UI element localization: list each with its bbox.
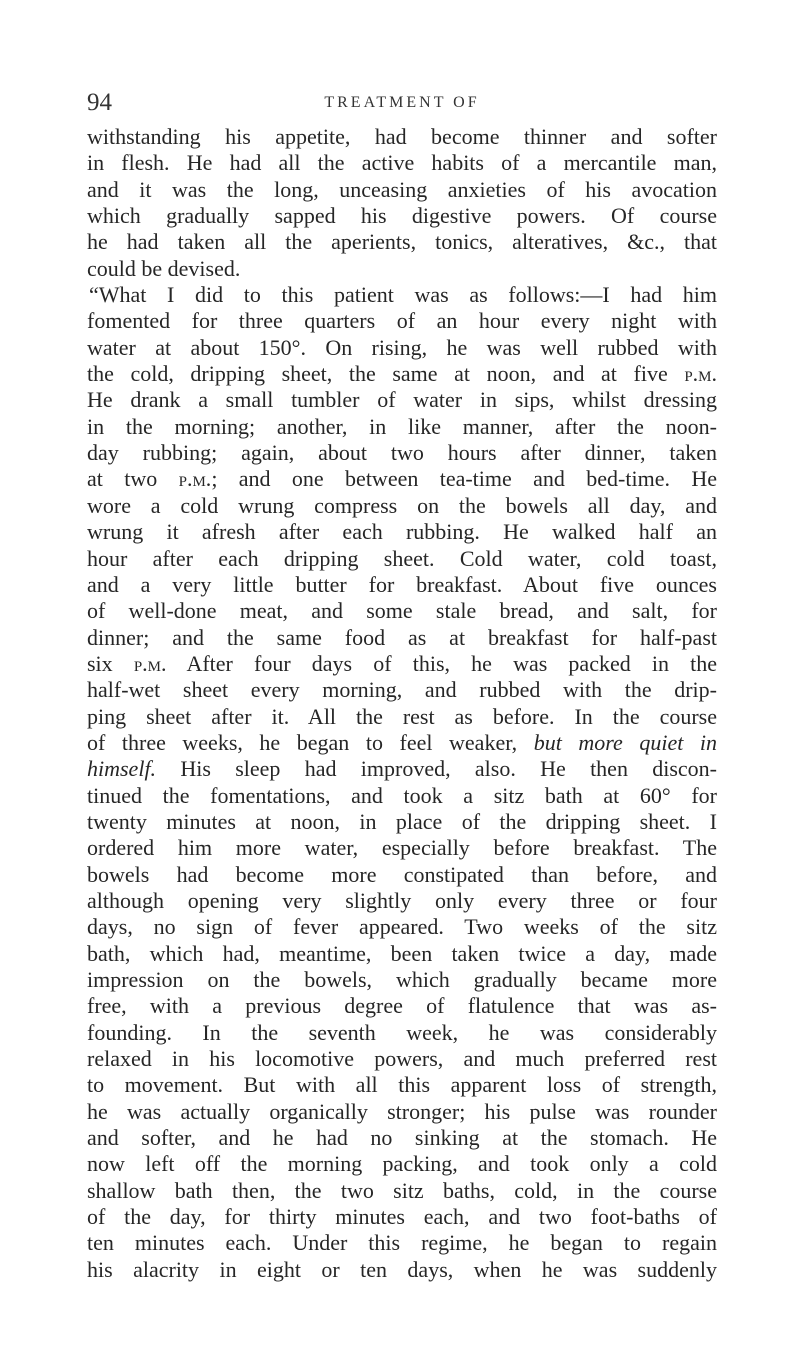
text-line: of three weeks, he began to feel weaker, but more quiet in <box>87 729 717 755</box>
text-line: bath, which had, meantime, been taken twice a day, made <box>87 940 717 966</box>
text-line: himself. His sleep had improved, also. He then discon- <box>87 756 717 782</box>
text-line: could be devised. <box>87 255 241 281</box>
text-line: free, with a previous degree of flatulence that was as- <box>87 993 717 1019</box>
text-line: now left off the morning packing, and took only a cold <box>87 1151 717 1177</box>
text-line: days, no sign of fever appeared. Two weeks of the sitz <box>87 914 717 940</box>
text-line: at two p.m.; and one between tea-time and bed-time. He <box>87 466 717 492</box>
text-line: wrung it afresh after each rubbing. He walked half an <box>87 519 717 545</box>
text-line: although opening very slightly only every three or four <box>87 887 717 913</box>
text-line: ten minutes each. Under this regime, he began to regain <box>87 1230 717 1256</box>
text-line: his alacrity in eight or ten days, when he was suddenly <box>87 1256 717 1282</box>
text-line: He drank a small tumbler of water in sips, whilst dressing <box>87 387 717 413</box>
text-line: the cold, dripping sheet, the same at noon, and at five p.m. <box>87 361 717 387</box>
text-line: ordered him more water, especially before breakfast. The <box>87 835 717 861</box>
text-line: he had taken all the aperients, tonics, alteratives, &c., that <box>87 229 717 255</box>
text-line: wore a cold wrung compress on the bowels all day, and <box>87 492 717 518</box>
text-line: in flesh. He had all the active habits of a mercantile man, <box>87 150 717 176</box>
text-line: and it was the long, unceasing anxieties of his avocation <box>87 176 717 202</box>
text-line: water at about 150°. On rising, he was well rubbed with <box>87 334 717 360</box>
page-number: 94 <box>87 89 112 116</box>
text-line: tinued the fomentations, and took a sitz bath at 60° for <box>87 782 717 808</box>
text-line: withstanding his appetite, had become thinner and softer <box>87 124 717 149</box>
text-line: which gradually sapped his digestive powers. Of course <box>87 203 717 229</box>
text-line: and a very little butter for breakfast. About five ounces <box>87 571 717 597</box>
text-line: six p.m. After four days of this, he was packed in the <box>87 650 717 676</box>
text-line: fomented for three quarters of an hour every night with <box>87 308 717 334</box>
text-line: founding. In the seventh week, he was considerably <box>87 1019 717 1045</box>
text-line: impression on the bowels, which gradually became more <box>87 967 717 992</box>
text-line: half-wet sheet every morning, and rubbed with the drip- <box>87 677 717 703</box>
text-line: of the day, for thirty minutes each, and two foot-baths of <box>87 1204 717 1230</box>
text-line: ping sheet after it. All the rest as before. In the course <box>87 703 717 729</box>
text-line: bowels had become more constipated than before, and <box>87 861 717 887</box>
text-line: dinner; and the same food as at breakfast for half-past <box>87 624 717 650</box>
text-line: in the morning; another, in like manner, after the noon- <box>87 413 717 439</box>
text-line: hour after each dripping sheet. Cold water, cold toast, <box>87 545 717 571</box>
text-line: he was actually organically stronger; his pulse was rounder <box>87 1098 717 1124</box>
body-text <box>87 124 717 1283</box>
text-line: shallow bath then, the two sitz baths, cold, in the course <box>87 1177 717 1203</box>
running-title: TREATMENT OF <box>324 94 480 111</box>
text-line: to movement. But with all this apparent loss of strength, <box>87 1072 717 1098</box>
running-head <box>87 88 717 118</box>
text-line: “What I did to this patient was as follows:—I had him <box>89 282 717 308</box>
text-line: relaxed in his locomotive powers, and much preferred rest <box>87 1046 717 1072</box>
text-line: day rubbing; again, about two hours after dinner, taken <box>87 440 717 466</box>
text-line: twenty minutes at noon, in place of the dripping sheet. I <box>87 808 717 834</box>
text-line: of well-done meat, and some stale bread, and salt, for <box>87 598 717 624</box>
text-line: and softer, and he had no sinking at the stomach. He <box>87 1125 717 1151</box>
